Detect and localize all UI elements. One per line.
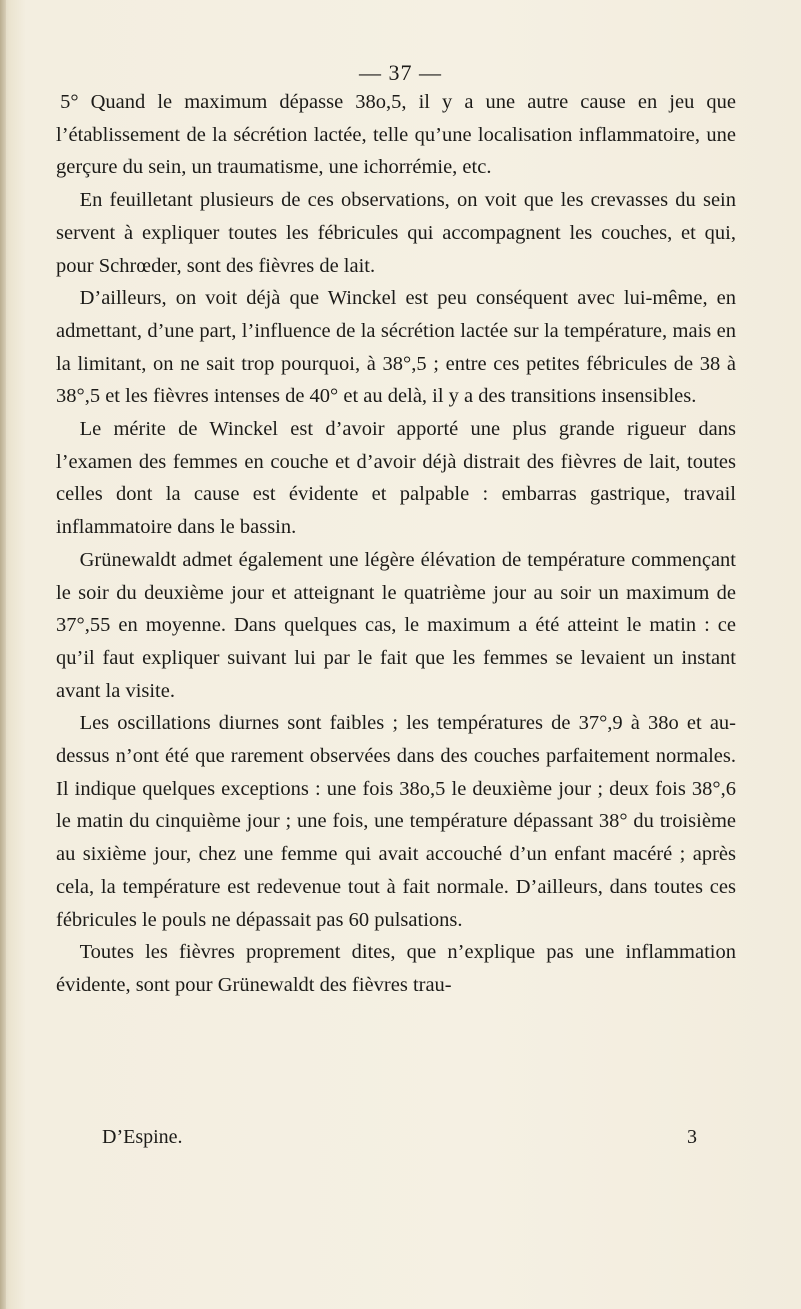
paragraph: En feuilletant plusieurs de ces observations, on voit que les crevasses du sein servent à expliquer toutes les fébricules qui accompagnent les couches, et qui, pour Schrœder, sont des fièvres de lait.: [56, 189, 736, 277]
paragraph: Toutes les fièvres proprement dites, que n’explique pas une inflammation évidente, sont pour Grünewaldt des fièvres trau-: [56, 941, 736, 996]
paragraph: Le mérite de Winckel est d’avoir apporté une plus grande rigueur dans l’examen des femmes en couche et d’avoir déjà distrait des fièvres de lait, toutes celles dont la cause est évidente et palpable : embarras gastrique, travail inflammatoire dans le bassin.: [56, 418, 736, 539]
signature-mark: 3: [687, 1126, 697, 1148]
paragraph: Les oscillations diurnes sont faibles ; les températures de 37°,9 à 38o et au-dessus n’ont été que rarement observées dans des couches parfaitement normales. Il indique quelques exceptions : une fois 38o,5 le deuxième jour ; deux fois 38°,6 le matin du cinquième jour ; une fois, une température dépassant 38° du troisième au sixième jour, chez une femme qui avait accouché d’un enfant macéré ; après cela, la température est redevenue tout à fait normale. D’ailleurs, dans toutes ces fébricules le pouls ne dépassait pas 60 pulsations.: [56, 712, 736, 931]
paragraph: 5° Quand le maximum dépasse 38o,5, il y a une autre cause en jeu que l’établissement de la sécrétion lactée, telle qu’une localisation inflammatoire, une gerçure du sein, un traumatisme, une ichorrémie, etc.: [56, 91, 736, 179]
footer-author: D’Espine.: [102, 1126, 183, 1148]
page-number: — 37 —: [359, 60, 442, 85]
paragraph: Grünewaldt admet également une légère élévation de température commençant le soir du deuxième jour et atteignant le quatrième jour au soir un maximum de 37°,55 en moyenne. Dans quelques cas, le maximum a été atteint le matin : ce qu’il faut expliquer suivant lui par le fait que les femmes se levaient un instant avant la visite.: [56, 548, 736, 702]
paragraph: D’ailleurs, on voit déjà que Winckel est peu conséquent avec lui-même, en admettant, d’une part, l’influence de la sécrétion lactée sur la température, mais en la limitant, on ne sait trop pourquoi, à 38°,5 ; entre ces petites fébricules de 38 à 38°,5 et les fièvres intenses de 40° et au delà, il y a des transitions insensibles.: [56, 287, 736, 408]
page-spine-shadow: [0, 0, 6, 1309]
body-text: [56, 86, 736, 1002]
page-footer: [102, 1126, 697, 1149]
